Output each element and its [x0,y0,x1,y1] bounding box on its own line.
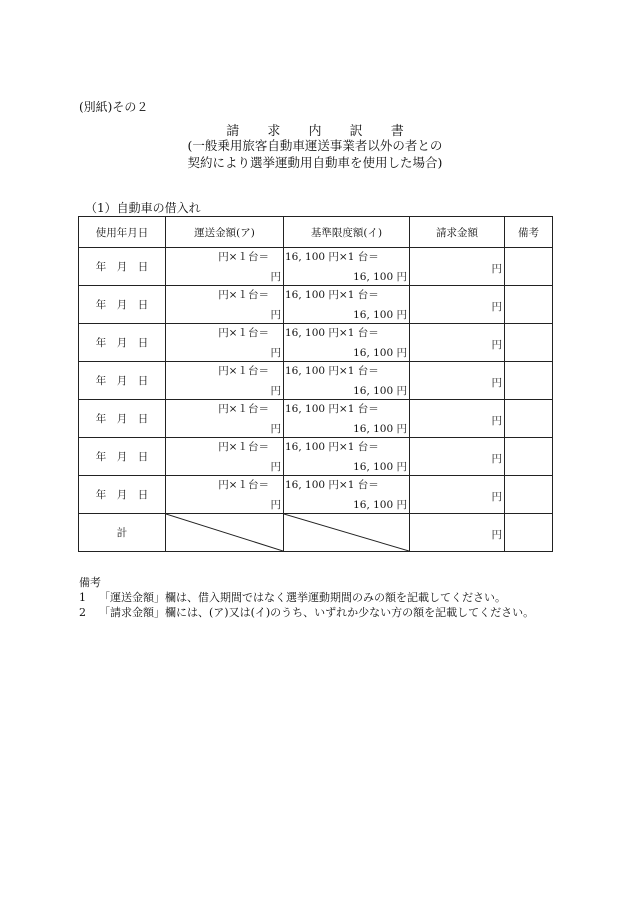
note-number: 2 [79,606,86,619]
note-item [79,605,534,620]
remarks-cell[interactable] [505,438,553,476]
remarks-cell[interactable] [505,400,553,438]
diagonal-strike [166,514,283,551]
fare-cell[interactable] [166,286,284,324]
note-number: 1 [79,591,86,604]
note-item [79,590,534,605]
fare-yen: 円 [270,347,281,359]
claim-yen: 円 [491,377,502,389]
limit-formula: 16, 100 円×1 台＝ [285,365,379,377]
fare-formula: 円×１台＝ [218,479,269,491]
header-limit-amount: 基準限度額(イ) [284,217,410,248]
limit-result: 16, 100 円 [353,385,407,397]
limit-result: 16, 100 円 [353,461,407,473]
fare-cell[interactable] [166,248,284,286]
limit-cell [284,400,410,438]
note-text: 「運送金額」欄は、借入期間ではなく選挙運動期間のみの額を記載してください。 [99,591,506,604]
date-cell[interactable]: 年 月 日 [79,362,166,400]
claim-cell[interactable] [410,476,505,514]
document-subtitle-line-2: 契約により選挙運動用自動車を使用した場合) [187,155,443,170]
claim-yen: 円 [491,339,502,351]
limit-cell [284,438,410,476]
header-usage-date: 使用年月日 [79,217,166,248]
total-fare-blank [166,514,284,552]
claim-cell[interactable] [410,438,505,476]
remarks-cell[interactable] [505,324,553,362]
claim-yen: 円 [491,415,502,427]
table-row [79,324,553,362]
fare-cell[interactable] [166,324,284,362]
claim-yen: 円 [491,301,502,313]
fare-formula: 円×１台＝ [218,251,269,263]
total-limit-blank [284,514,410,552]
limit-formula: 16, 100 円×1 台＝ [285,441,379,453]
date-cell[interactable]: 年 月 日 [79,324,166,362]
limit-formula: 16, 100 円×1 台＝ [285,479,379,491]
date-cell[interactable]: 年 月 日 [79,248,166,286]
remarks-cell[interactable] [505,362,553,400]
limit-result: 16, 100 円 [353,499,407,511]
claim-yen: 円 [491,453,502,465]
table-row [79,400,553,438]
limit-cell [284,362,410,400]
remarks-cell[interactable] [505,248,553,286]
limit-result: 16, 100 円 [353,423,407,435]
total-claim-yen: 円 [491,529,502,541]
fare-formula: 円×１台＝ [218,289,269,301]
claim-cell[interactable] [410,286,505,324]
total-row [79,514,553,552]
limit-formula: 16, 100 円×1 台＝ [285,251,379,263]
claim-cell[interactable] [410,248,505,286]
document-title: 請 求 内 訳 書 [226,124,416,139]
claim-cell[interactable] [410,400,505,438]
total-claim-cell[interactable] [410,514,505,552]
fare-cell[interactable] [166,438,284,476]
fare-formula: 円×１台＝ [218,441,269,453]
table-row [79,286,553,324]
claim-cell[interactable] [410,362,505,400]
limit-result: 16, 100 円 [353,271,407,283]
fare-yen: 円 [270,271,281,283]
fare-formula: 円×１台＝ [218,365,269,377]
fare-cell[interactable] [166,400,284,438]
table-row [79,438,553,476]
total-label: 計 [79,514,166,552]
remarks-cell[interactable] [505,286,553,324]
limit-result: 16, 100 円 [353,309,407,321]
header-claim-amount: 請求金額 [410,217,505,248]
header-fare-amount: 運送金額(ア) [166,217,284,248]
fare-yen: 円 [270,423,281,435]
fare-yen: 円 [270,461,281,473]
fare-cell[interactable] [166,362,284,400]
limit-formula: 16, 100 円×1 台＝ [285,327,379,339]
date-cell[interactable]: 年 月 日 [79,400,166,438]
notes-heading: 備考 [79,576,101,589]
claim-cell[interactable] [410,324,505,362]
date-cell[interactable]: 年 月 日 [79,286,166,324]
table-header-row [79,217,553,248]
notes-block [79,575,534,620]
fare-formula: 円×１台＝ [218,403,269,415]
claim-yen: 円 [491,491,502,503]
limit-formula: 16, 100 円×1 台＝ [285,403,379,415]
fare-formula: 円×１台＝ [218,327,269,339]
fare-cell[interactable] [166,476,284,514]
limit-cell [284,324,410,362]
claim-yen: 円 [491,263,502,275]
table-row [79,248,553,286]
claim-breakdown-table [78,216,553,552]
table-row [79,476,553,514]
diagonal-strike [284,514,409,551]
limit-cell [284,248,410,286]
limit-formula: 16, 100 円×1 台＝ [285,289,379,301]
fare-yen: 円 [270,385,281,397]
document-subtitle-line-1: (一般乗用旅客自動車運送事業者以外の者との [187,138,443,153]
date-cell[interactable]: 年 月 日 [79,438,166,476]
table-row [79,362,553,400]
limit-cell [284,476,410,514]
limit-result: 16, 100 円 [353,347,407,359]
fare-yen: 円 [270,499,281,511]
note-text: 「請求金額」欄には、(ア)又は(イ)のうち、いずれか少ない方の額を記載してください。 [99,606,535,619]
document-label: (別紙)その２ [79,100,149,114]
header-remarks: 備考 [505,217,553,248]
remarks-cell[interactable] [505,476,553,514]
total-remarks-cell[interactable] [505,514,553,552]
date-cell[interactable]: 年 月 日 [79,476,166,514]
limit-cell [284,286,410,324]
fare-yen: 円 [270,309,281,321]
section-heading: （1）自動車の借入れ [85,201,201,215]
